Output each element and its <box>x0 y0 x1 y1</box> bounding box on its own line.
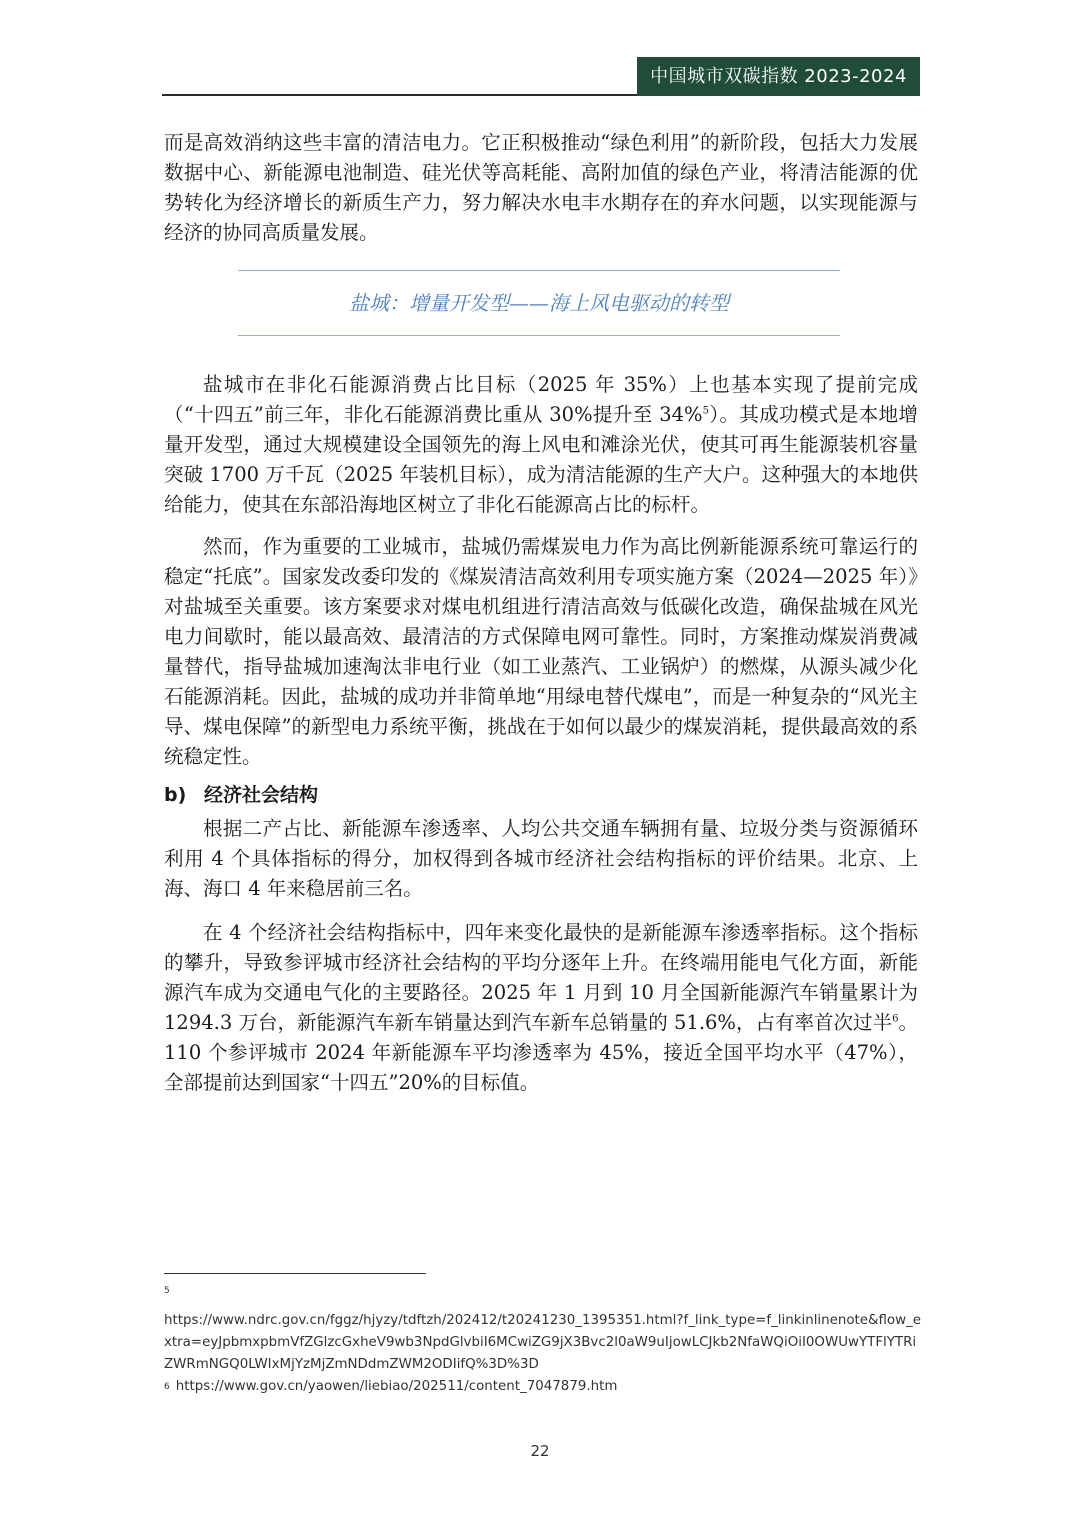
header-title: 中国城市双碳指数 2023-2024 <box>637 57 920 96</box>
paragraph-intro: 而是高效消纳这些丰富的清洁电力。它正积极推动“绿色利用”的新阶段，包括大力发展数据中心、新能源电池制造、硅光伏等高耗能、高附加值的绿色产业，将清洁能源的优势转化为经济增长的新质生产力，努力解决水电丰水期存在的弃水问题，以实现能源与经济的协同高质量发展。 <box>164 131 918 244</box>
paragraph-econ-1: 根据二产占比、新能源车渗透率、人均公共交通车辆拥有量、垃圾分类与资源循环利用 4 个具体指标的得分，加权得到各城市经济社会结构指标的评价结果。北京、上海、海口 4 年来稳居前三名。 <box>164 817 918 900</box>
paragraph-yancheng-1-part-a: 盐城市在非化石能源消费占比目标（2025 年 35%）上也基本实现了提前完成（“十四五”前三年，非化石能源消费比重从 30%提升至 34% <box>164 373 918 426</box>
footnote-6-link[interactable]: https://www.gov.cn/yaowen/liebiao/202511/content_7047879.htm <box>175 1379 618 1394</box>
paragraph-yancheng-1 <box>164 370 918 520</box>
main-content <box>164 128 918 1098</box>
paragraph-econ-2-part-b: 。110 个参评城市 2024 年新能源车平均渗透率为 45%，接近全国平均水平（47%），全部提前达到国家“十四五”20%的目标值。 <box>164 1011 918 1094</box>
section-label: b) <box>164 784 187 806</box>
paragraph-econ-2 <box>164 918 918 1098</box>
section-heading <box>164 780 918 810</box>
section-title: 经济社会结构 <box>204 784 319 806</box>
footnote-6-number: 6 <box>164 1382 170 1392</box>
case-study-title: 盐城：增量开发型——海上风电驱动的转型 <box>349 291 729 315</box>
case-study-header <box>238 270 840 336</box>
paragraph-econ-2-part-a: 在 4 个经济社会结构指标中，四年来变化最快的是新能源车渗透率指标。这个指标的攀升，导致参评城市经济社会结构的平均分逐年上升。在终端用能电气化方面，新能源汽车成为交通电气化的主要路径。2025 年 1 月到 10 月全国新能源汽车销量累计为 1294.3 万台，新能源汽车新车销量达到汽车新车总销量的 51.6%，占有率首次过半 <box>164 921 918 1034</box>
footnotes <box>164 1284 924 1398</box>
paragraph-yancheng-2: 然而，作为重要的工业城市，盐城仍需煤炭电力作为高比例新能源系统可靠运行的稳定“托底”。国家发改委印发的《煤炭清洁高效利用专项实施方案（2024—2025 年）》对盐城至关重要。该方案要求对煤电机组进行清洁高效与低碳化改造，确保盐城在风光电力间歇时，能以最高效、最清洁的方式保障电网可靠性。同时，方案推动煤炭消费减量替代，指导盐城加速淘汰非电行业（如工业蒸汽、工业锅炉）的燃煤，从源头减少化石能源消耗。因此，盐城的成功并非简单地“用绿电替代煤电”，而是一种复杂的“风光主导、煤电保障”的新型电力系统平衡，挑战在于如何以最少的煤炭消耗，提供最高效的系统稳定性。 <box>164 535 918 768</box>
page-number: 22 <box>530 1442 550 1460</box>
footnote-separator <box>164 1273 426 1274</box>
footnote-5-number: 5 <box>164 1286 170 1296</box>
footnote-5-link[interactable]: https://www.ndrc.gov.cn/fggz/hjyzy/tdftzh/202412/t20241230_1395351.html?f_link_type=f_linkinlinenote&flow_extra=eyJpbmxpbmVfZGlzcGxheV9wb3NpdGlvbiI6MCwiZG9jX3Bvc2l0aW9uIjowLCJkb2NfaWQiOiI0OWUwYTFlYTRiZWRmNGQ0LWIxMjYzMjZmNDdmZWM2ODIifQ%3D%3D <box>164 1313 921 1372</box>
footnote-ref-6[interactable]: 6 <box>892 1013 899 1025</box>
footnote-ref-5[interactable]: 5 <box>702 405 709 417</box>
footnote-6 <box>164 1376 924 1398</box>
paragraph-yancheng-1-part-b: ）。其成功模式是本地增量开发型，通过大规模建设全国领先的海上风电和滩涂光伏，使其可再生能源装机容量突破 1700 万千瓦（2025 年装机目标），成为清洁能源的生产大户。这种强大的本地供给能力，使其在东部沿海地区树立了非化石能源高占比的标杆。 <box>164 403 918 516</box>
